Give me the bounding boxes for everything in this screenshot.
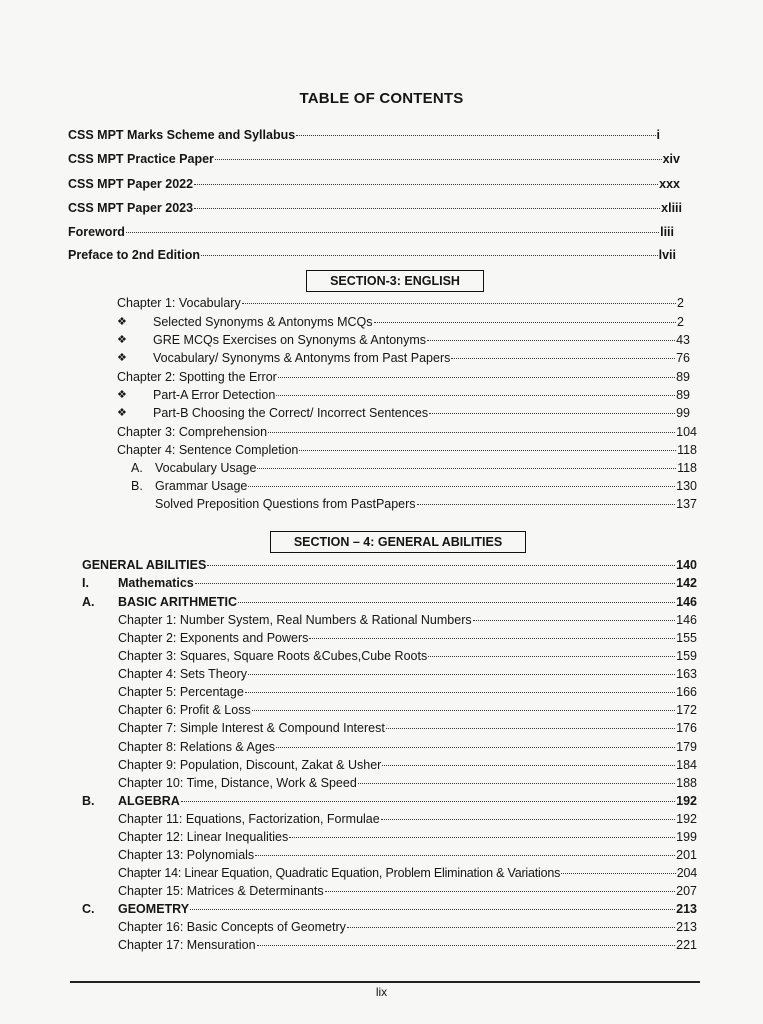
dot-leader <box>451 358 675 359</box>
dot-leader <box>257 468 676 469</box>
dot-leader <box>201 255 658 256</box>
toc-entry-label: Chapter 7: Simple Interest & Compound Interest <box>118 721 385 735</box>
toc-entry-paper-2022 <box>68 175 680 193</box>
toc-entry-part <box>82 556 697 574</box>
toc-entry-subitem <box>153 349 690 367</box>
diamond-bullet-icon: ❖ <box>117 407 127 419</box>
dot-leader <box>429 413 675 414</box>
toc-entry-label: Solved Preposition Questions from PastPapers <box>155 497 416 511</box>
toc-entry-label: GENERAL ABILITIES <box>82 558 207 572</box>
dot-leader <box>325 891 676 892</box>
dot-leader <box>181 801 675 802</box>
dot-leader <box>427 340 675 341</box>
toc-entry-practice-paper <box>68 150 680 168</box>
toc-page-number: 130 <box>676 479 697 493</box>
outline-marker: B. <box>131 479 143 493</box>
toc-entry-label: Vocabulary Usage <box>155 461 257 475</box>
toc-entry-subitem <box>153 386 690 404</box>
toc-entry-label: Chapter 3: Comprehension <box>117 425 268 439</box>
toc-entry-subitem <box>153 404 690 422</box>
toc-entry-label: Mathematics <box>118 576 194 590</box>
toc-page-number: 199 <box>676 830 697 844</box>
dot-leader <box>347 927 675 928</box>
toc-page-number: 213 <box>676 902 697 916</box>
toc-page-number: 204 <box>676 866 697 880</box>
toc-entry-chapter <box>118 828 697 846</box>
toc-entry-chapter <box>118 701 697 719</box>
outline-marker: B. <box>82 794 95 808</box>
dot-leader <box>473 620 676 621</box>
toc-page-number: xliii <box>661 201 682 215</box>
toc-entry-label: Chapter 10: Time, Distance, Work & Speed <box>118 776 357 790</box>
dot-leader <box>417 504 676 505</box>
toc-page-number: 201 <box>676 848 697 862</box>
toc-entry-label: Chapter 8: Relations & Ages <box>118 740 276 754</box>
toc-entry-label: GRE MCQs Exercises on Synonyms & Antonyms <box>153 333 427 347</box>
toc-entry-label: Chapter 15: Matrices & Determinants <box>118 884 324 898</box>
toc-entry-part <box>118 900 697 918</box>
toc-entry-chapter <box>117 294 684 312</box>
toc-entry-chapter <box>118 647 697 665</box>
toc-entry-chapter <box>118 629 697 647</box>
toc-page-number: 179 <box>676 740 697 754</box>
section-heading-general-abilities: SECTION – 4: GENERAL ABILITIES <box>270 531 526 553</box>
toc-entry-label: Chapter 16: Basic Concepts of Geometry <box>118 920 346 934</box>
toc-page-number: 2 <box>677 296 684 310</box>
toc-entry-chapter <box>118 936 697 954</box>
toc-page-number: liii <box>660 225 674 239</box>
toc-entry-chapter <box>117 368 690 386</box>
toc-page-number: 118 <box>677 443 697 457</box>
toc-entry-label: Foreword <box>68 225 125 239</box>
toc-entry-subitem <box>155 459 697 477</box>
toc-page-number: 172 <box>676 703 697 717</box>
toc-entry-label: Chapter 2: Spotting the Error <box>117 370 277 384</box>
toc-page-number: 192 <box>676 794 697 808</box>
dot-leader <box>299 450 676 451</box>
toc-page-number: 2 <box>677 315 684 329</box>
toc-page-number: 146 <box>676 613 697 627</box>
page-number-footer: lix <box>375 985 388 999</box>
dot-leader <box>278 377 675 378</box>
dot-leader <box>194 208 660 209</box>
dot-leader <box>242 303 676 304</box>
toc-entry-part <box>118 593 697 611</box>
toc-page-number: xiv <box>662 152 680 166</box>
dot-leader <box>428 656 675 657</box>
toc-entry-subitem <box>155 495 697 513</box>
toc-page-number: i <box>656 128 660 142</box>
dot-leader <box>276 747 675 748</box>
toc-entry-label: Chapter 3: Squares, Square Roots &Cubes,Cube Roots <box>118 649 428 663</box>
toc-page-number: 43 <box>676 333 690 347</box>
toc-page-number: 176 <box>676 721 697 735</box>
dot-leader <box>252 710 675 711</box>
toc-entry-chapter <box>118 611 697 629</box>
toc-entry-label: BASIC ARITHMETIC <box>118 595 237 609</box>
diamond-bullet-icon: ❖ <box>117 352 127 364</box>
outline-marker: C. <box>82 902 95 916</box>
dot-leader <box>255 855 675 856</box>
outline-marker: A. <box>131 461 143 475</box>
toc-page-number: 207 <box>676 884 697 898</box>
dot-leader <box>276 395 675 396</box>
toc-entry-subitem <box>153 313 684 331</box>
dot-leader <box>386 728 675 729</box>
toc-page-number: xxx <box>659 177 680 191</box>
toc-entry-label: Chapter 12: Linear Inequalities <box>118 830 289 844</box>
toc-entry-subitem <box>155 477 697 495</box>
toc-page-number: 76 <box>676 351 690 365</box>
toc-page-number: 89 <box>676 370 690 384</box>
toc-entry-label: Part-B Choosing the Correct/ Incorrect Sentences <box>153 406 429 420</box>
toc-page-number: 159 <box>676 649 697 663</box>
toc-page-number: 118 <box>677 461 697 475</box>
toc-entry-label: Chapter 2: Exponents and Powers <box>118 631 309 645</box>
toc-entry-label: Chapter 17: Mensuration <box>118 938 256 952</box>
toc-page-number: lvii <box>658 248 676 262</box>
toc-entry-chapter <box>118 774 697 792</box>
dot-leader <box>358 783 675 784</box>
toc-page-number: 163 <box>676 667 697 681</box>
toc-entry-marks-scheme <box>68 126 660 144</box>
dot-leader <box>561 873 676 874</box>
dot-leader <box>296 135 655 136</box>
toc-entry-label: Part-A Error Detection <box>153 388 276 402</box>
diamond-bullet-icon: ❖ <box>117 334 127 346</box>
toc-entry-chapter <box>118 882 697 900</box>
dot-leader <box>381 819 675 820</box>
toc-page-number: 184 <box>676 758 697 772</box>
toc-entry-label: ALGEBRA <box>118 794 180 808</box>
toc-entry-chapter <box>118 756 697 774</box>
toc-entry-chapter <box>118 683 697 701</box>
dot-leader <box>190 909 675 910</box>
toc-page-number: 213 <box>676 920 697 934</box>
toc-page-number: 104 <box>676 425 697 439</box>
toc-entry-label: Chapter 1: Number System, Real Numbers & Rational Numbers <box>118 613 472 627</box>
toc-entry-subitem <box>153 331 690 349</box>
dot-leader <box>215 159 662 160</box>
toc-entry-label: GEOMETRY <box>118 902 190 916</box>
toc-entry-label: Chapter 5: Percentage <box>118 685 244 699</box>
outline-marker: I. <box>82 576 89 590</box>
toc-page-number: 192 <box>676 812 697 826</box>
toc-entry-label: CSS MPT Paper 2022 <box>68 177 194 191</box>
dot-leader <box>268 432 675 433</box>
toc-entry-label: Vocabulary/ Synonyms & Antonyms from Past Papers <box>153 351 451 365</box>
toc-entry-label: Preface to 2nd Edition <box>68 248 200 262</box>
toc-entry-label: Chapter 4: Sets Theory <box>118 667 248 681</box>
dot-leader <box>309 638 675 639</box>
diamond-bullet-icon: ❖ <box>117 389 127 401</box>
toc-entry-chapter <box>117 423 697 441</box>
toc-entry-label: CSS MPT Practice Paper <box>68 152 214 166</box>
toc-entry-chapter <box>118 810 697 828</box>
toc-entry-label: Chapter 1: Vocabulary <box>117 296 241 310</box>
toc-entry-label: CSS MPT Paper 2023 <box>68 201 194 215</box>
toc-page-number: 89 <box>676 388 690 402</box>
toc-entry-chapter <box>118 665 697 683</box>
toc-page-number: 188 <box>676 776 697 790</box>
toc-entry-label: Chapter 6: Profit & Loss <box>118 703 251 717</box>
toc-entry-part <box>118 574 697 592</box>
toc-entry-chapter <box>118 719 697 737</box>
footer-divider <box>70 981 700 983</box>
toc-entry-label: Chapter 13: Polynomials <box>118 848 255 862</box>
toc-entry-chapter <box>118 846 697 864</box>
dot-leader <box>207 565 675 566</box>
dot-leader <box>374 322 677 323</box>
dot-leader <box>245 692 675 693</box>
toc-entry-label: Chapter 9: Population, Discount, Zakat & Usher <box>118 758 382 772</box>
toc-entry-chapter <box>117 441 697 459</box>
toc-page-number: 137 <box>676 497 697 511</box>
toc-entry-label: CSS MPT Marks Scheme and Syllabus <box>68 128 296 142</box>
toc-entry-paper-2023 <box>68 199 682 217</box>
toc-entry-preface <box>68 246 676 264</box>
toc-entry-chapter <box>118 864 697 882</box>
dot-leader <box>257 945 676 946</box>
toc-entry-chapter <box>118 918 697 936</box>
dot-leader <box>238 602 675 603</box>
toc-page-number: 221 <box>676 938 697 952</box>
toc-page-number: 142 <box>676 576 697 590</box>
toc-entry-part <box>118 792 697 810</box>
toc-page-number: 166 <box>676 685 697 699</box>
toc-entry-label: Grammar Usage <box>155 479 248 493</box>
dot-leader <box>126 232 659 233</box>
toc-page-number: 155 <box>676 631 697 645</box>
dot-leader <box>248 674 675 675</box>
dot-leader <box>289 837 675 838</box>
page-title: TABLE OF CONTENTS <box>299 90 464 107</box>
outline-marker: A. <box>82 595 95 609</box>
dot-leader <box>194 184 658 185</box>
toc-entry-label: Chapter 14: Linear Equation, Quadratic Equation, Problem Elimination & Variations <box>118 866 561 880</box>
toc-entry-foreword <box>68 223 674 241</box>
toc-entry-label: Chapter 11: Equations, Factorization, Formulae <box>118 812 380 826</box>
toc-page-number: 99 <box>676 406 690 420</box>
dot-leader <box>248 486 675 487</box>
toc-page-number: 140 <box>676 558 697 572</box>
section-heading-english: SECTION-3: ENGLISH <box>306 270 484 292</box>
dot-leader <box>195 583 675 584</box>
dot-leader <box>382 765 675 766</box>
toc-entry-chapter <box>118 738 697 756</box>
diamond-bullet-icon: ❖ <box>117 316 127 328</box>
toc-page-number: 146 <box>676 595 697 609</box>
toc-entry-label: Selected Synonyms & Antonyms MCQs <box>153 315 373 329</box>
toc-entry-label: Chapter 4: Sentence Completion <box>117 443 299 457</box>
